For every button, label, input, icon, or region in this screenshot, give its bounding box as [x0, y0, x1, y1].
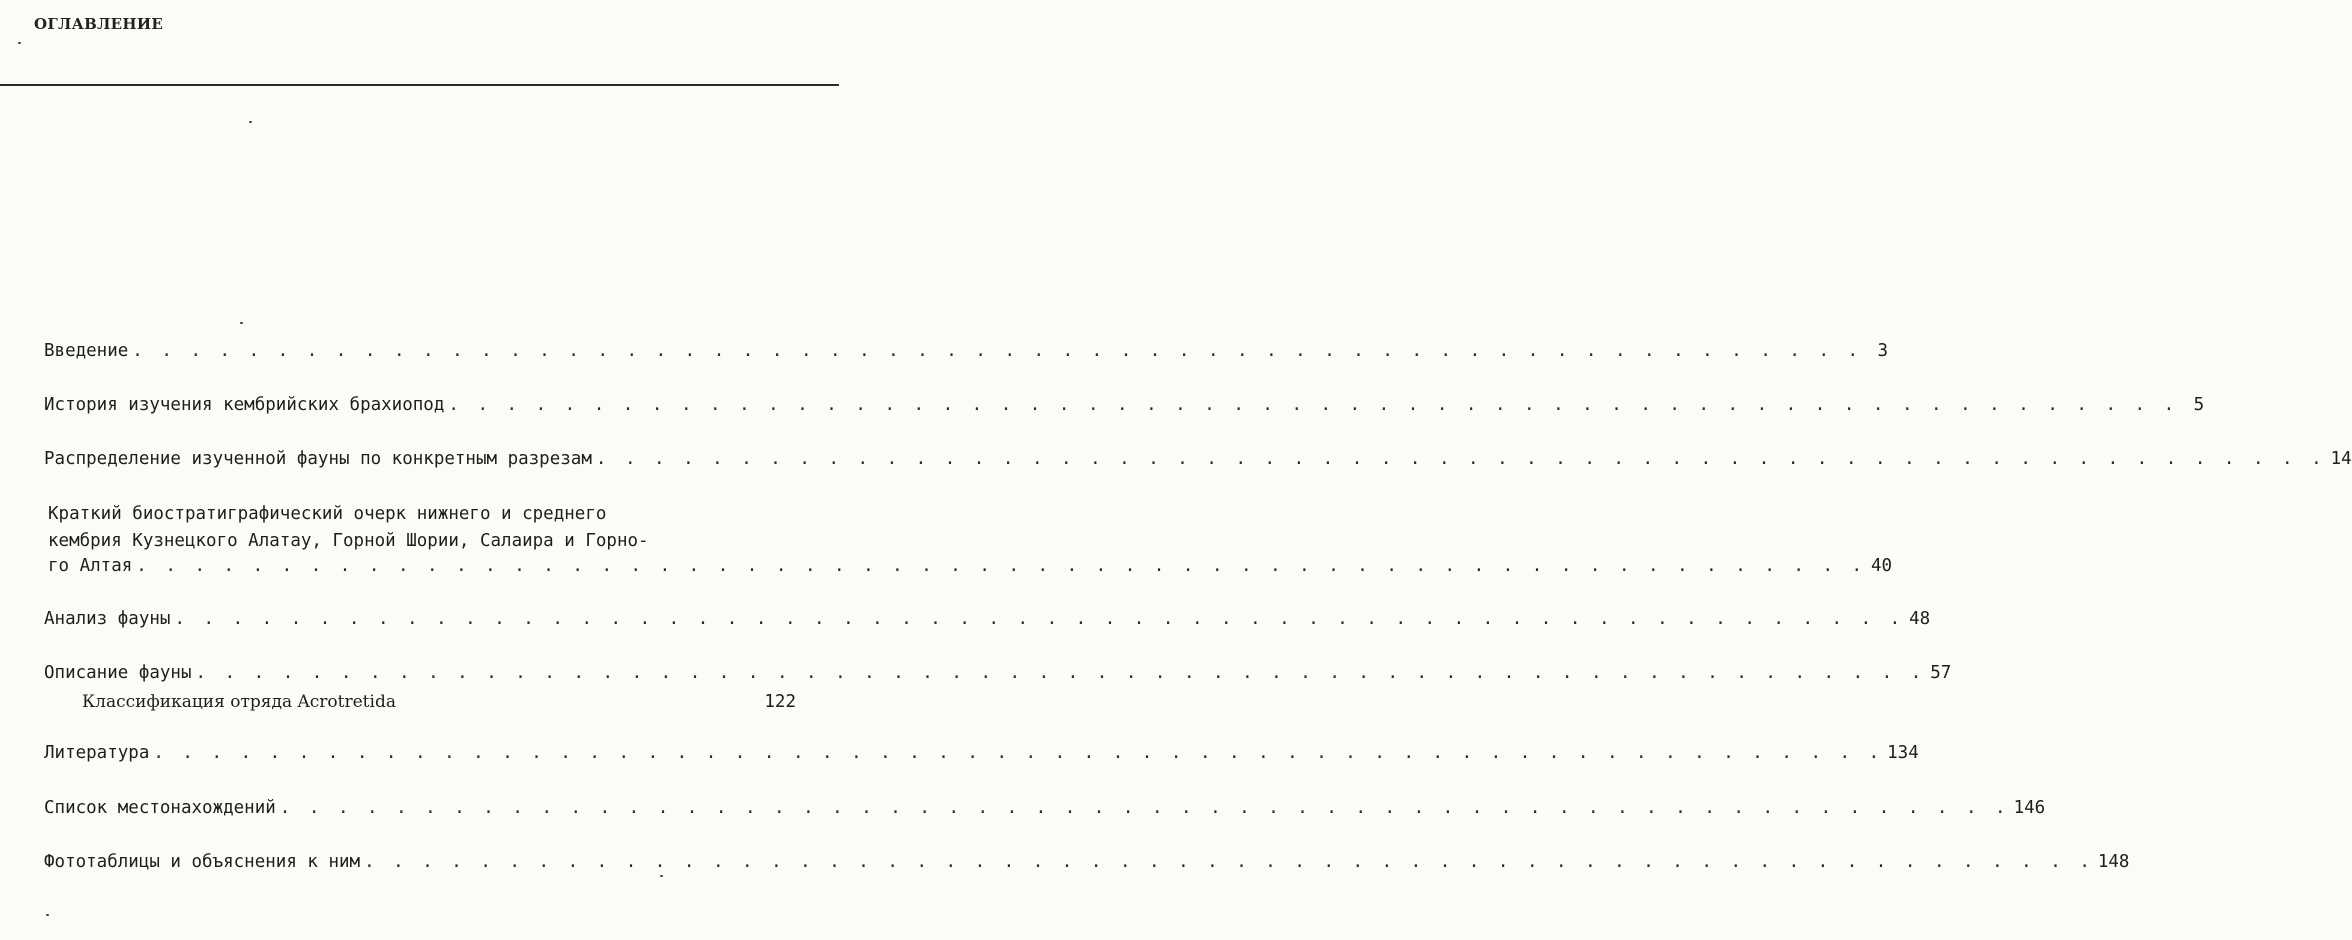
toc-entry-title: Классификация отряда Acrotretida — [82, 692, 396, 712]
toc-entry-title: История изучения кембрийских брахиопод — [44, 395, 445, 415]
scan-speck — [249, 121, 252, 123]
dot-leader: . . . . . . . . . . . . . . . . . . . . . . . . . . . . . . . . . . . . . . . . . . . . . . . . . . . . . . . . . . . . — [595, 449, 2326, 469]
dot-leader: . . . . . . . . . . . . . . . . . . . . . . . . . . . . . . . . . . . . . . . . . . . . . . . . . . . . . . . . . . . . — [132, 341, 1863, 361]
toc-entry-introduction[interactable] — [44, 338, 1889, 364]
toc-page-number: 14 — [2330, 449, 2352, 469]
dot-leader: . . . . . . . . . . . . . . . . . . . . . . . . . . . . . . . . . . . . . . . . . . . . . . . . . . . . . . . . . . . . — [195, 663, 1926, 683]
toc-page-number: 122 — [764, 692, 796, 712]
toc-entry-biostratigraphy[interactable] — [48, 553, 1893, 579]
dot-leader: . . . . . . . . . . . . . . . . . . . . . . . . . . . . . . . . . . . . . . . . . . . . . . . . . . . . . . . . . . . . — [448, 395, 2179, 415]
dot-leader: . . . . . . . . . . . . . . . . . . . . . . . . . . . . . . . . . . . . . . . . . . . . . . . . . . . . . . . . . . . . — [174, 609, 1905, 629]
toc-page-number: 134 — [1887, 743, 1919, 763]
scan-speck — [18, 42, 21, 44]
toc-page-number: 3 — [1877, 341, 1889, 361]
header-rule — [0, 84, 839, 86]
toc-entry-title: Введение — [44, 341, 129, 361]
dot-leader: . . . . . . . . . . . . . . . . . . . . . . . . . . . . . . . . . . . . . . . . . . . . . . . . . . . . . . . . . . . . — [364, 852, 2094, 872]
toc-page-number: 57 — [1930, 663, 1952, 683]
toc-page-number: 146 — [2013, 798, 2046, 818]
toc-entry-title: Описание фауны — [44, 663, 192, 683]
page-title: ОГЛАВЛЕНИЕ — [34, 15, 164, 33]
toc-entry-title: Список местонахождений — [44, 798, 276, 818]
toc-entry-biostratigraphy-line1: Краткий биостратиграфический очерк нижнего и среднего — [48, 504, 607, 524]
toc-entry-title: Фототаблицы и объяснения к ним — [44, 852, 361, 872]
dot-leader: . . . . . . . . . . . . . . . . . . . . . . . . . . . . . . . . . . . . . . . . . . . . . . . . . . . . . . . . . . . . — [136, 556, 1867, 576]
toc-entry-phototables[interactable] — [44, 849, 2130, 875]
toc-entry-classification[interactable] — [82, 689, 796, 715]
toc-entry-title: Анализ фауны — [44, 609, 171, 629]
toc-entry-title: Распределение изученной фауны по конкретным разрезам — [44, 449, 592, 469]
scan-speck — [660, 875, 663, 877]
toc-entry-distribution[interactable] — [44, 446, 2352, 472]
toc-page-number: 148 — [2097, 852, 2130, 872]
toc-entry-title: го Алтая — [48, 556, 133, 576]
dot-leader: . . . . . . . . . . . . . . . . . . . . . . . . . . . . . . . . . . . . . . . . . . . . . . . . . . . . . . . . . . . . — [279, 798, 2010, 818]
toc-entry-localities[interactable] — [44, 795, 2046, 821]
dot-leader: . . . . . . . . . . . . . . . . . . . . . . . . . . . . . . . . . . . . . . . . . . . . . . . . . . . . . . . . . . . . — [153, 743, 1884, 763]
toc-page-number: 5 — [2193, 395, 2205, 415]
toc-page-number: 48 — [1909, 609, 1931, 629]
toc-entry-literature[interactable] — [44, 740, 1919, 766]
toc-entry-history[interactable] — [44, 392, 2205, 418]
toc-entry-title: Литература — [44, 743, 150, 763]
toc-entry-fauna-analysis[interactable] — [44, 606, 1931, 632]
scan-speck — [240, 322, 243, 324]
toc-page-number: 40 — [1871, 556, 1893, 576]
toc-entry-fauna-description[interactable] — [44, 660, 1952, 686]
toc-entry-biostratigraphy-line2: кембрия Кузнецкого Алатау, Горной Шории, Салаира и Горно- — [48, 531, 649, 551]
scan-speck — [46, 914, 49, 916]
